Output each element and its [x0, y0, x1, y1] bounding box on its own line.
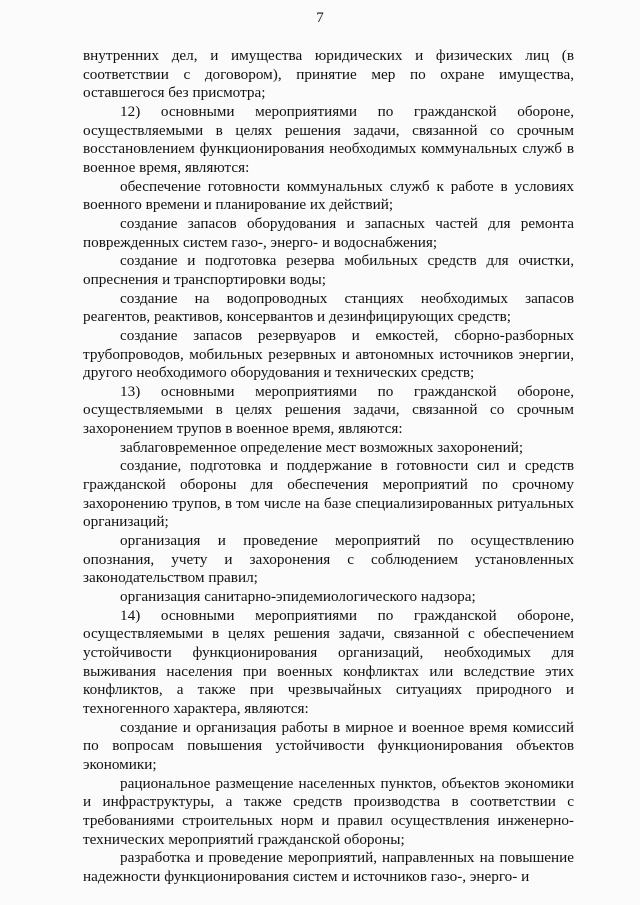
paragraph-8: 13) основными мероприятиями по гражданской обороне, осуществляемыми в целях решения задачи, связанной со срочным захоронением трупов в военное время, являются: [83, 382, 574, 438]
paragraph-5: создание и подготовка резерва мобильных средств для очистки, опреснения и транспортировки воды; [83, 252, 574, 288]
page-number: 7 [316, 10, 324, 26]
paragraph-2: 12) основными мероприятиями по гражданской обороне, осуществляемыми в целях решения задачи, связанной со срочным восстановлением функционирования необходимых коммунальных служб в военное время, являются: [83, 102, 574, 176]
paragraph-14: создание и организация работы в мирное и военное время комиссий по вопросам повышения устойчивости функционирования объектов экономики; [83, 718, 574, 773]
paragraph-16: разработка и проведение мероприятий, направленных на повышение надежности функционирования систем и источников газо-, энерго- и [83, 849, 574, 885]
paragraph-6: создание на водопроводных станциях необходимых запасов реагентов, реактивов, консервантов и дезинфицирующих средств; [83, 289, 574, 326]
paragraph-9: заблаговременное определение мест возможных захоронений; [120, 438, 524, 456]
paragraph-11: организация и проведение мероприятий по осуществлению опознания, учету и захоронения с соблюдением установленных законодательством правил; [83, 532, 574, 587]
paragraph-4: создание запасов оборудования и запасных частей для ремонта поврежденных систем газо-, энерго- и водоснабжения; [83, 214, 574, 251]
paragraph-15: рациональное размещение населенных пунктов, объектов экономики и инфраструктуры, а также средств производства в соответствии с требованиями строительных норм и правил осуществления инженерно-технических мероприятий гражданской обороны; [83, 774, 574, 848]
paragraph-7: создание запасов резервуаров и емкостей, сборно-разборных трубопроводов, мобильных резервных и автономных источников энергии, другого необходимого оборудования и технических средств; [83, 326, 574, 382]
paragraph-3: обеспечение готовности коммунальных служб к работе в условиях военного времени и планирование их действий; [83, 177, 574, 214]
paragraph-12: организация санитарно-эпидемиологического надзора; [120, 588, 476, 606]
paragraph-13: 14) основными мероприятиями по гражданской обороне, осуществляемыми в целях решения задачи, связанной с обеспечением устойчивости функционирования организаций, необходимых для выживания населения при военных конфликтах или вследствие этих конфликтов, а также при чрезвычайных ситуациях природного и техногенного характера, являются: [83, 606, 574, 717]
paragraph-10: создание, подготовка и поддержание в готовности сил и средств гражданской обороны для обеспечения мероприятий по срочному захоронению трупов, в том числе на базе специализированных ритуальных организаций; [83, 457, 574, 531]
paragraph-1: внутренних дел, и имущества юридических и физических лиц (в соответствии с договором), принятие мер по охране имущества, оставшегося без присмотра; [83, 47, 574, 102]
body-text [83, 47, 574, 887]
